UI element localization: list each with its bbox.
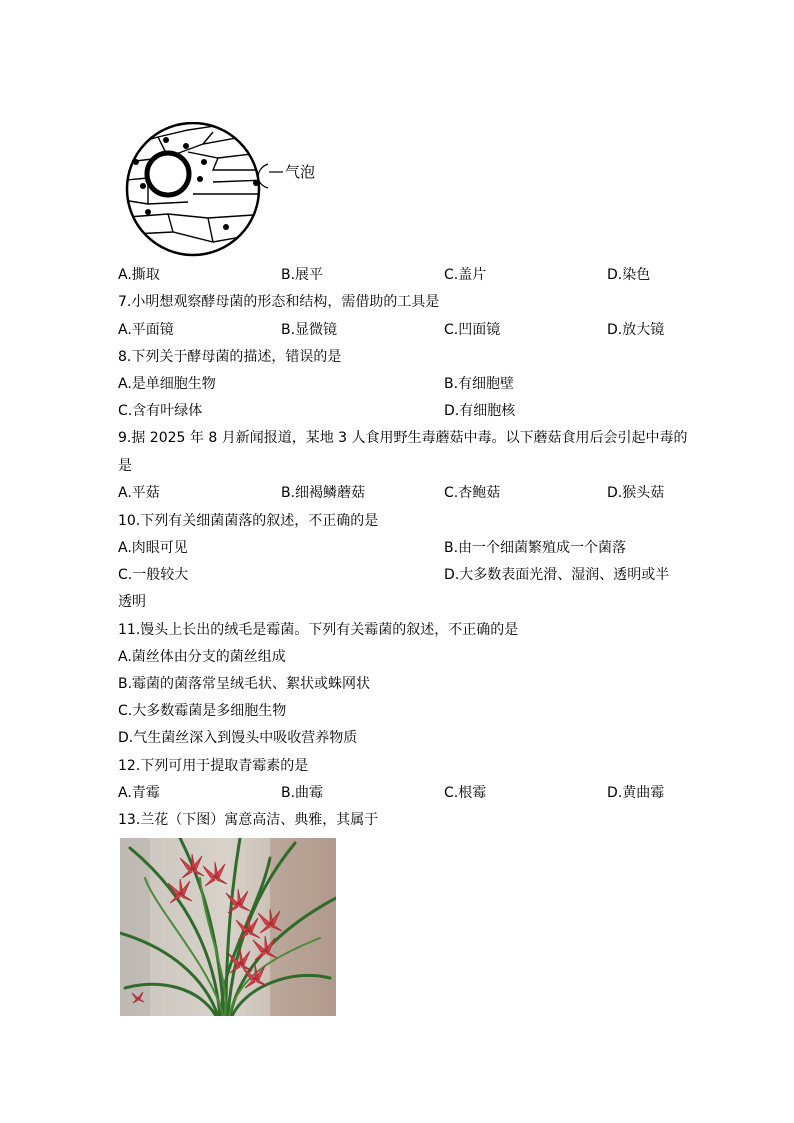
q10-option-b: B.由一个细菌繁殖成一个菌落 — [444, 540, 627, 556]
q8-option-a: A.是单细胞生物 — [118, 376, 216, 392]
q12-option-c: C.根霉 — [444, 785, 487, 801]
q11-option-a: A.菌丝体由分支的菌丝组成 — [118, 649, 286, 665]
q9-option-a: A.平菇 — [118, 485, 160, 501]
q8-stem: 8.下列关于酵母菌的描述，错误的是 — [118, 349, 342, 365]
q11-stem: 11.馒头上长出的绒毛是霉菌。下列有关霉菌的叙述，不正确的是 — [118, 622, 519, 638]
q12-option-a: A.青霉 — [118, 785, 160, 801]
q9-stem-line2: 是 — [118, 458, 132, 474]
q7-stem: 7.小明想观察酵母菌的形态和结构，需借助的工具是 — [118, 294, 440, 310]
q8-option-c: C.含有叶绿体 — [118, 403, 203, 419]
q8-option-b: B.有细胞壁 — [444, 376, 515, 392]
q10-option-d: D.大多数表面光滑、湿润、透明或半 — [444, 567, 670, 583]
q10-option-a: A.肉眼可见 — [118, 540, 188, 556]
q6-option-c: C.盖片 — [444, 267, 487, 283]
orchid-photo — [120, 838, 336, 1016]
microscope-field-diagram — [118, 122, 338, 257]
q9-stem-line1: 9.据 2025 年 8 月新闻报道，某地 3 人食用野生毒蘑菇中毒。以下蘑菇食用后会引起中毒的 — [118, 430, 688, 446]
q11-option-b: B.霉菌的菌落常呈绒毛状、絮状或蛛网状 — [118, 676, 371, 692]
q12-stem: 12.下列可用于提取青霉素的是 — [118, 758, 309, 774]
q7-option-c: C.凹面镜 — [444, 322, 501, 338]
q9-option-b: B.细褐鳞蘑菇 — [281, 485, 366, 501]
q11-option-c: C.大多数霉菌是多细胞生物 — [118, 703, 287, 719]
q6-option-b: B.展平 — [281, 267, 324, 283]
q10-option-c: C.一般较大 — [118, 567, 189, 583]
q6-option-d: D.染色 — [607, 267, 651, 283]
q7-option-d: D.放大镜 — [607, 322, 665, 338]
q11-option-d: D.气生菌丝深入到馒头中吸收营养物质 — [118, 730, 358, 746]
q8-option-d: D.有细胞核 — [444, 403, 516, 419]
q10-stem: 10.下列有关细菌菌落的叙述，不正确的是 — [118, 513, 379, 529]
q12-option-b: B.曲霉 — [281, 785, 324, 801]
q9-option-d: D.猴头菇 — [607, 485, 665, 501]
q6-option-a: A.撕取 — [118, 267, 160, 283]
bubble-label: 气泡 — [285, 163, 316, 181]
q9-option-c: C.杏鲍菇 — [444, 485, 501, 501]
q7-option-a: A.平面镜 — [118, 322, 174, 338]
q12-option-d: D.黄曲霉 — [607, 785, 665, 801]
q10-option-d-wrap: 透明 — [118, 594, 146, 610]
q7-option-b: B.显微镜 — [281, 322, 338, 338]
q13-stem: 13.兰花（下图）寓意高洁、典雅，其属于 — [118, 812, 379, 828]
